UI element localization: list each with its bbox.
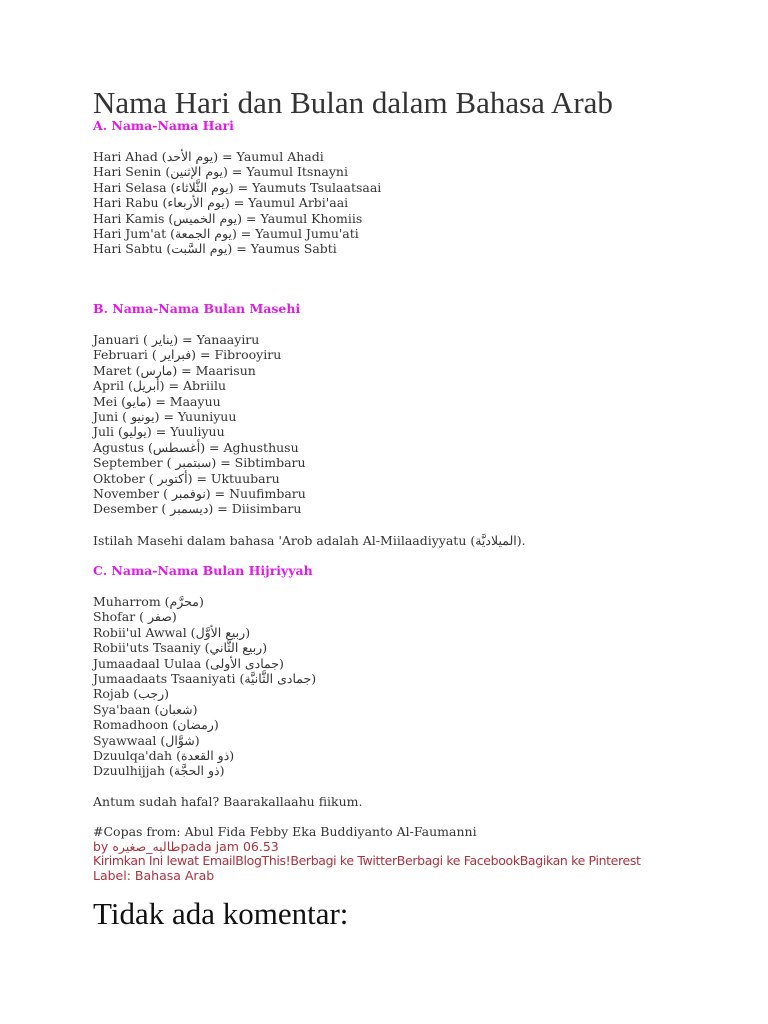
list-item: Jumaadaats Tsaaniyati (جمادى الثَّانيَّة) [93,671,317,687]
list-item: Hari Ahad (يوم الأحد) = Yaumul Ahadi [93,149,324,164]
share-blogthis-link[interactable]: BlogThis! [235,853,291,868]
list-item: April (أبريل) = Abriilu [93,378,227,394]
list-item: Sya'baan (شعبان) [93,701,198,717]
list-item: Syawwaal (شوَّال) [93,732,200,748]
list-item: Romadhoon (رمضان) [93,717,219,733]
list-item: Hari Rabu (يوم الأربعاء) = Yaumul Arbi'aai [93,195,349,211]
list-item: Dzuulqa'dah (ذو القعدة) [93,748,235,764]
byline-at: pada jam [180,839,239,854]
label-link[interactable]: Bahasa Arab [134,868,215,883]
list-item: Maret (مارس) = Maarisun [93,362,256,378]
closing-text: Antum sudah hafal? Baarakallaahu fiikum. [93,794,363,809]
section-heading-hijriyyah: C. Nama-Nama Bulan Hijriyyah [93,563,313,578]
byline-by: by [93,839,109,854]
masehi-note: Istilah Masehi dalam bahasa 'Arob adalah Al-Miilaadiyyatu (الميلاديَّة). [93,533,526,548]
list-item: Hari Selasa (يوم الثَّلاثاء) = Yaumuts Tsulaatsaai [93,179,382,195]
list-item: Jumaadaal Uulaa (جمادى الأولى) [93,655,284,671]
list-item: Rojab (رجب) [93,686,170,702]
list-item: November ( نوفمبر) = Nuufimbaru [93,486,306,502]
share-twitter-link[interactable]: Berbagi ke Twitter [290,853,397,868]
list-item: Februari ( فبراير) = Fibrooyiru [93,347,282,363]
labels-prefix: Label: [93,868,131,883]
author-link[interactable]: طالبه_صغيره [112,839,181,854]
day-list [93,149,381,257]
hijriyyah-month-list [93,594,316,779]
list-item: Hari Senin (يوم الإثنين) = Yaumul Itsnayni [93,164,348,180]
share-pinterest-link[interactable]: Bagikan ke Pinterest [519,853,641,868]
post-title: Nama Hari dan Bulan dalam Bahasa Arab [93,85,613,120]
source-credit: #Copas from: Abul Fida Febby Eka Buddiyanto Al-Faumanni [93,824,477,839]
list-item: Hari Jum'at (يوم الجمعة) = Yaumul Jumu'ati [93,226,359,242]
comments-heading: Tidak ada komentar: [93,896,349,931]
timestamp-link[interactable]: 06.53 [242,839,279,854]
list-item: Hari Kamis (يوم الخميس) = Yaumul Khomiis [93,210,363,226]
list-item: Dzuulhijjah (ذو الحجَّة) [93,763,225,779]
share-links [93,853,641,868]
list-item: September ( سبتمبر) = Sibtimbaru [93,455,306,471]
list-item: Juli (يوليو) = Yuuliyuu [93,424,225,440]
list-item: Robii'uts Tsaaniy (ربيع الثَّاني) [93,640,268,656]
post-byline [93,839,279,854]
list-item: Muharrom (محرَّم) [93,594,204,609]
list-item: Mei (مايو) = Maayuu [93,393,221,409]
post-labels [93,868,214,883]
share-email-link[interactable]: Kirimkan Ini lewat Email [93,853,236,868]
share-facebook-link[interactable]: Berbagi ke Facebook [396,853,520,868]
section-heading-masehi: B. Nama-Nama Bulan Masehi [93,301,301,316]
list-item: Juni ( يونيو) = Yuuniyuu [93,409,237,425]
list-item: Shofar ( صفر) [93,609,177,625]
list-item: Hari Sabtu (يوم السَّبت) = Yaumus Sabti [93,241,337,257]
list-item: Agustus (أغسطس) = Aghusthusu [93,439,299,455]
list-item: Januari ( يناير) = Yanaayiru [93,332,260,347]
list-item: Desember ( ديسمبر) = Diisimbaru [93,501,302,517]
list-item: Robii'ul Awwal (ربيع الأوَّل) [93,624,251,640]
list-item: Oktober ( أكتوبر) = Uktuubaru [93,470,280,486]
section-heading-days: A. Nama-Nama Hari [93,118,234,133]
masehi-month-list [93,332,306,517]
